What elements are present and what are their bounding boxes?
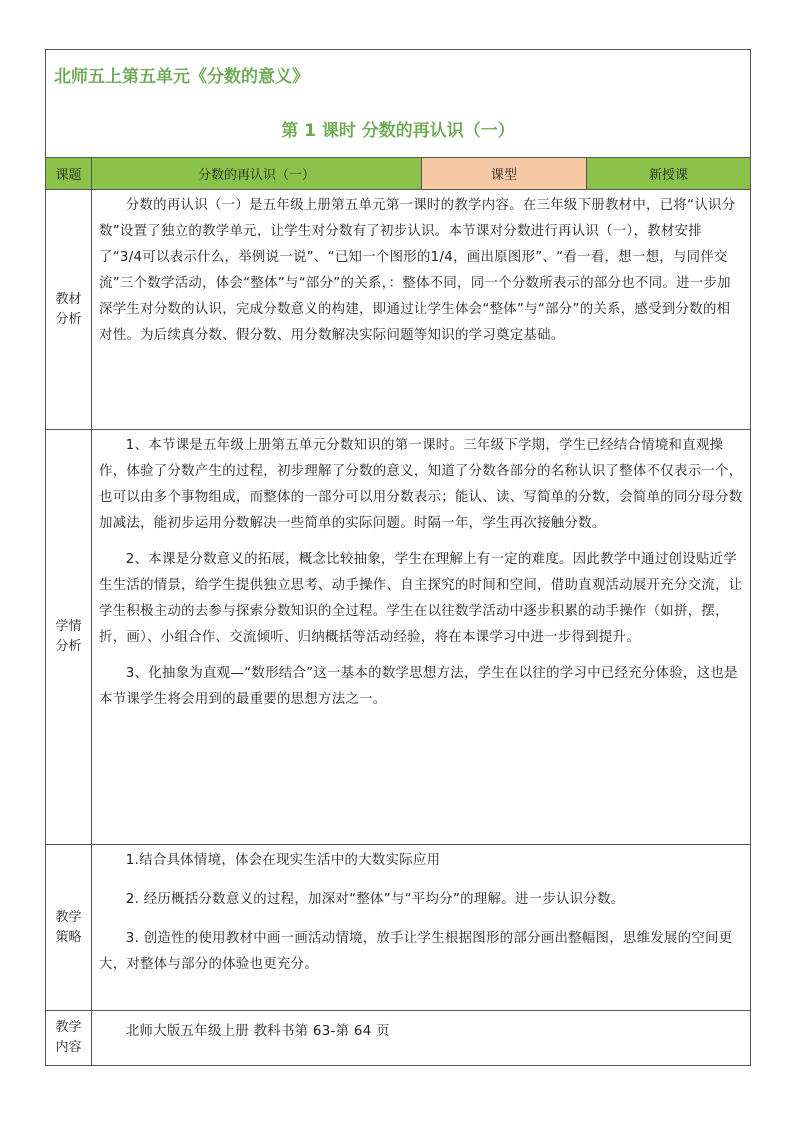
unit-title: 北师五上第五单元《分数的意义》 xyxy=(54,67,309,87)
analysis-paragraph: 分数的再认识（一）是五年级上册第五单元第一课时的教学内容。在三年级下册教材中，已将“认识分数”设置了独立的教学单元，让学生对分数有了初步认识。本节课对分数进行再认识（一），教材安排了“3/4可以表示什么，举例说一说”、“已知一个图形的1/4，画出原图形”、“看一看，想一想，与同伴交流”三个数学活动，体会“整体”与“部分”的关系，：整体不同，同一个分数所表示的部分也不同。进一步加深学生对分数的认识，完成分数意义的构建，即通过让学生体会“整体”与“部分”的关系，感受到分数的相对性。为后续真分数、假分数、用分数解决实际问题等知识的学习奠定基础。 xyxy=(99,198,736,343)
table-header xyxy=(46,50,750,158)
analysis-row xyxy=(46,190,750,430)
learning-row xyxy=(46,430,750,845)
strategy-item-3: 3. 创造性的使用教材中画一画活动情境，放手让学生根据图形的部分画出整幅图，思维发展的空间更大，对整体与部分的体验也更充分。 xyxy=(99,931,733,972)
lesson-plan-table xyxy=(45,49,751,1066)
learning-paragraph-3: 3、化抽象为直观—“数形结合”这一基本的数学思想方法，学生在以往的学习中已经充分体验，这也是本节课学生将会用到的最重要的思想方法之一。 xyxy=(99,666,738,707)
type-label: 课型 xyxy=(422,158,587,189)
strategy-item-2: 2. 经历概括分数意义的过程，加深对“整体”与“平均分”的理解。进一步认识分数。 xyxy=(125,892,625,907)
content-value xyxy=(92,1011,750,1065)
analysis-content xyxy=(92,190,750,429)
analysis-label: 教材分析 xyxy=(55,291,82,327)
course-row xyxy=(46,158,750,190)
content-row xyxy=(46,1011,750,1065)
strategy-row xyxy=(46,845,750,1011)
strategy-content xyxy=(92,845,750,1010)
content-paragraph: 北师大版五年级上册 教科书第 63-第 64 页 xyxy=(125,1024,390,1039)
type-value: 新授课 xyxy=(587,158,750,189)
topic-label: 课题 xyxy=(46,158,92,189)
content-label: 教学内容 xyxy=(55,1020,82,1055)
learning-paragraph-1: 1、本节课是五年级上册第五单元分数知识的第一课时。三年级下学期，学生已经结合情境和直观操作，体验了分数产生的过程，初步理解了分数的意义，知道了分数各部分的名称认识了整体不仅表示一个，也可以由多个事物组成，而整体的一部分可以用分数表示；能认、读、写简单的分数，会简单的同分母分数加减法，能初步运用分数解决一些简单的实际问题。时隔一年，学生再次接触分数。 xyxy=(99,438,743,531)
learning-content xyxy=(92,430,750,844)
learning-label: 学情分析 xyxy=(55,619,82,654)
strategy-label: 教学策略 xyxy=(55,909,82,945)
strategy-item-1: 1.结合具体情境，体会在现实生活中的大数实际应用 xyxy=(125,853,441,868)
learning-paragraph-2: 2、本课是分数意义的拓展，概念比较抽象，学生在理解上有一定的难度。因此教学中通过创设贴近学生生活的情景，给学生提供独立思考、动手操作、自主探究的时间和空间，借助直观活动展开充分交流，让学生积极主动的去参与探索分数知识的全过程。学生在以往数学活动中逐步积累的动手操作（如拼，摆，折，画）、小组合作、交流倾听、归纳概括等活动经验，将在本课学习中进一步得到提升。 xyxy=(99,552,743,645)
lesson-title: 第 1 课时 分数的再认识（一） xyxy=(281,121,515,141)
topic-value: 分数的再认识（一） xyxy=(92,158,422,189)
